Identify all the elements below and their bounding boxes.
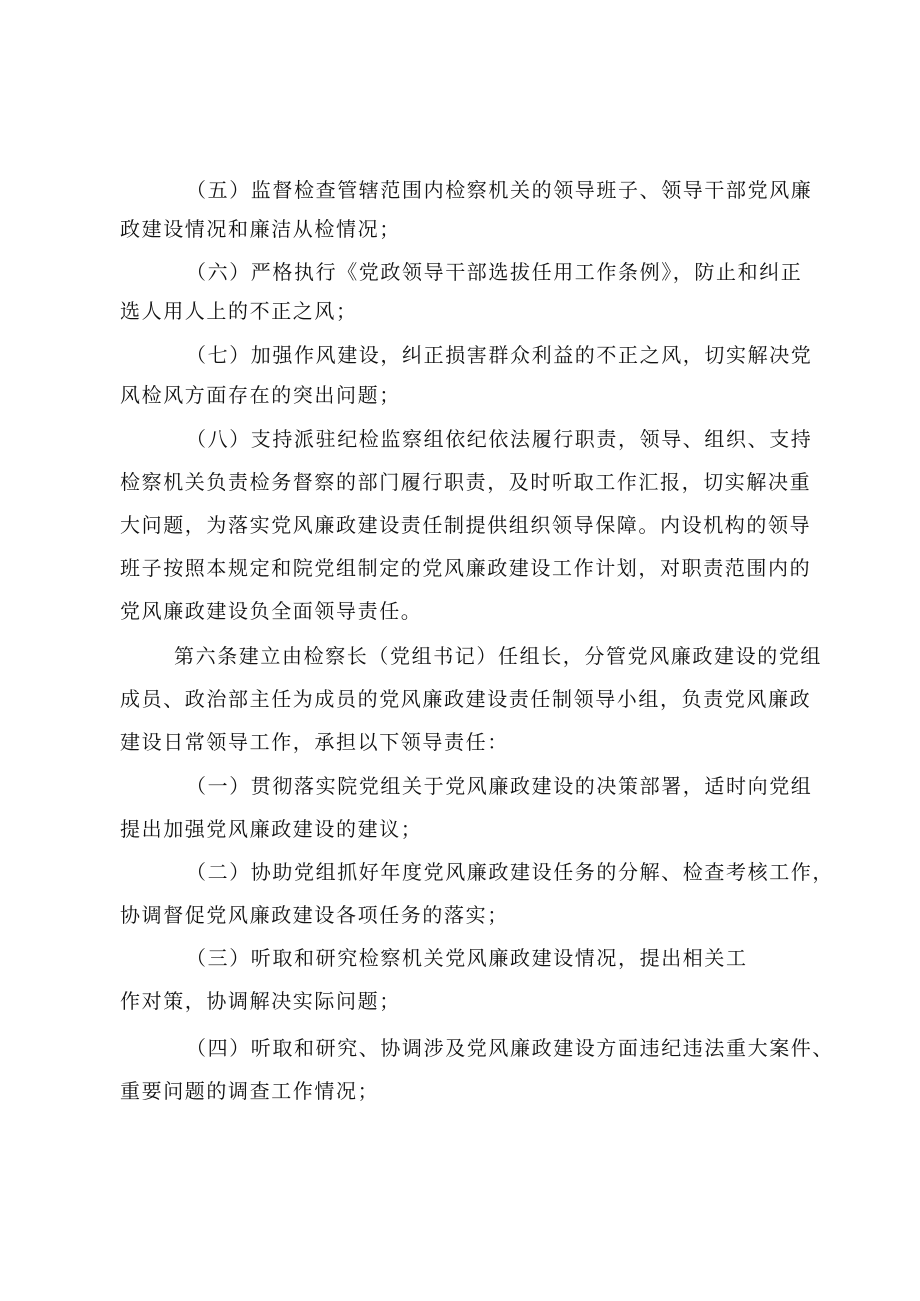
- text-line: （三）听取和研究检察机关党风廉政建设情况，提出相关工: [186, 946, 748, 970]
- text-line: 风检风方面存在的突出问题；: [120, 383, 401, 407]
- text-line: 班子按照本规定和院党组制定的党风廉政建设工作计划，对职责范围内的: [120, 556, 812, 580]
- text-line: 第六条建立由检察长（党组书记）任组长，分管党风廉政建设的党组: [174, 644, 822, 668]
- text-line: 作对策，协调解决实际问题；: [120, 989, 401, 1013]
- text-line: 重要问题的调查工作情况；: [120, 1079, 380, 1103]
- text-line: （四）听取和研究、协调涉及党风廉政建设方面违纪违法重大案件、: [186, 1036, 834, 1060]
- text-line: 检察机关负责检务督察的部门履行职责，及时听取工作汇报，切实解决重: [120, 470, 812, 494]
- text-line: （八）支持派驻纪检监察组依纪依法履行职责，领导、组织、支持: [186, 427, 813, 451]
- text-line: 成员、政治部主任为成员的党风廉政建设责任制领导小组，负责党风廉政: [120, 687, 812, 711]
- text-line: 提出加强党风廉政建设的建议；: [120, 817, 423, 841]
- text-line: （五）监督检查管辖范围内检察机关的领导班子、领导干部党风廉: [186, 178, 813, 202]
- text-line: （一）贯彻落实院党组关于党风廉政建设的决策部署，适时向党组: [186, 774, 813, 798]
- text-line: （七）加强作风建设，纠正损害群众利益的不正之风，切实解决党: [186, 343, 813, 367]
- text-line: 政建设情况和廉洁从检情况；: [120, 217, 401, 241]
- text-line: （二）协助党组抓好年度党风廉政建设任务的分解、检查考核工作，: [186, 860, 834, 884]
- text-line: 选人用人上的不正之风；: [120, 299, 358, 323]
- text-line: （六）严格执行《党政领导干部选拔任用工作条例》，防止和纠正: [186, 260, 803, 284]
- text-line: 协调督促党风廉政建设各项任务的落实；: [120, 903, 509, 927]
- text-line: 建设日常领导工作，承担以下领导责任：: [120, 730, 509, 754]
- text-line: 党风廉政建设负全面领导责任。: [120, 599, 423, 623]
- text-line: 大问题，为落实党风廉政建设责任制提供组织领导保障。内设机构的领导: [120, 513, 812, 537]
